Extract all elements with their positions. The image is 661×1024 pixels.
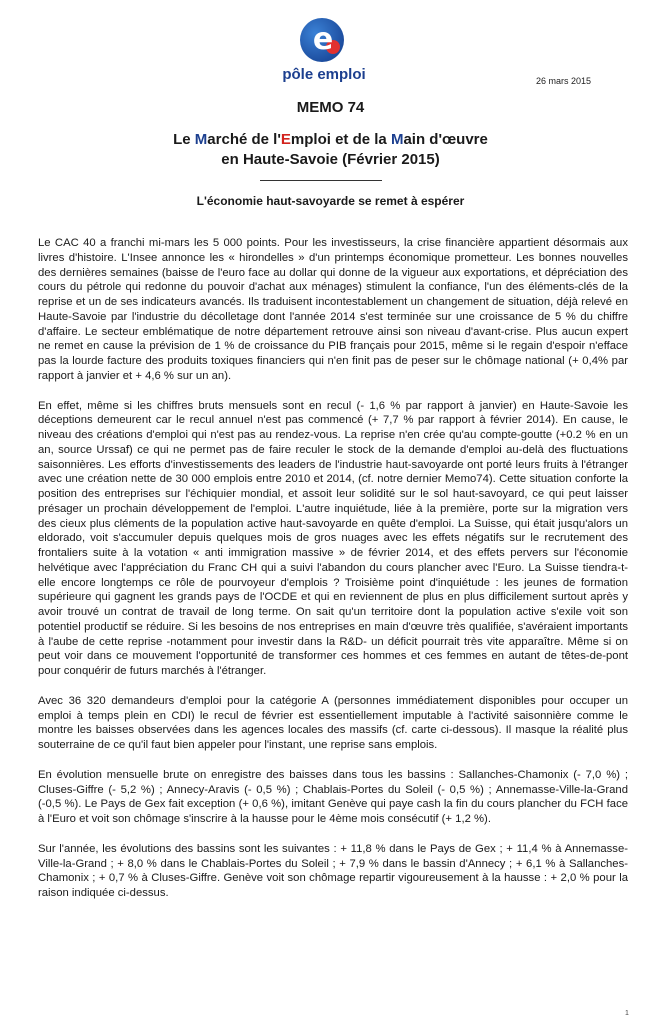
page-number: 1 — [625, 1010, 629, 1017]
paragraph: Le CAC 40 a franchi mi-mars les 5 000 points. Pour les investisseurs, la crise financière appartient désormais aux livres d'histoire. L'Insee annonce les « hirondelles » d'un printemps économique prometteur. Les bonnes nouvelles des dernières semaines (baisse de l'euro face au dollar qui donne de la vigueur aux exportations, et dépréciation des cours du pétrole qui redonne du pouvoir d'achat aux ménages) stimulent la confiance, l'un des éléments-clés de la reprise et un de ses indicateurs avancés. Ils traduisent incontestablement un changement de situation, déjà relevé en Haute-Savoie par l'industrie du décolletage dont l'année 2014 s'est terminée sur une croissance de 5 % du chiffre d'affaire. Le secteur emblématique de notre département retrouve ainsi son niveau d'avant-crise. Plus aucun expert ne remet en cause la prévision de 1 % de croissance du PIB français pour 2015, même si le regain d'espoir n'efface pas la lourde facture des produits toxiques financiers qui n'en finit pas de peser sur le chômage national (+ 0,4% par rapport à janvier et + 4,6 % sur un an). — [38, 237, 628, 382]
paragraph: Sur l'année, les évolutions des bassins sont les suivantes : + 11,8 % dans le Pays de Gex ; + 11,4 % à Annemasse-Ville-la-Grand ; + 8,0 % dans le Chablais-Portes du Soleil ; + 7,9 % dans le bassin d'Annecy ; + 6,1 % à Sallanches-Chamonix ; + 0,7 % à Cluses-Giffre. Genève voit son chômage repartir vigoureusement à la hausse : + 2,0 % pour la raison indiquée ci-dessus. — [38, 842, 628, 899]
title-line-1 — [0, 130, 661, 150]
pole-emploi-logo — [268, 18, 380, 88]
title-part: mploi et de la — [290, 131, 391, 148]
title-divider — [260, 180, 382, 181]
title-part: Le — [173, 131, 195, 148]
logo-letter: e — [312, 22, 334, 57]
title-letter-m: M — [390, 131, 404, 148]
title-part: ain d'œuvre — [403, 131, 488, 148]
article-body — [38, 236, 628, 916]
title-part: arché de l' — [207, 131, 281, 148]
title-line-2: en Haute-Savoie (Février 2015) — [221, 151, 440, 168]
document-subtitle: L'économie haut-savoyarde se remet à espérer — [196, 194, 465, 208]
memo-number: MEMO 74 — [296, 99, 365, 116]
title-letter-m: M — [194, 131, 208, 148]
logo-text: pôle emploi — [282, 66, 366, 83]
title-letter-e: E — [280, 131, 291, 148]
paragraph: Avec 36 320 demandeurs d'emploi pour la catégorie A (personnes immédiatement disponibles pour occuper un emploi à temps plein en CDI) le recul de février est essentiellement imputable à l'activité saisonnière comme le montre les baisses observées dans les agences locales des massifs (cf. carte ci-dessous). Il masque la réalité plus souterraine de ce qu'il faut bien appeler pour l'instant, une reprise sans emplois. — [38, 694, 628, 751]
document-date: 26 mars 2015 — [536, 76, 592, 86]
paragraph: En effet, même si les chiffres bruts mensuels sont en recul (- 1,6 % par rapport à janvier) en Haute-Savoie les déceptions demeurent car le recul annuel n'est pas commencé (+ 7,7 % par rapport à février 2014). En cause, le niveau des créations d'emploi qui n'est pas au rendez-vous. La reprise n'en crée qu'au compte-goutte (+0.2 % en un an, source Urssaf) ce qui ne permet pas de faire reculer le stock de la demande d'emploi au-delà des fluctuations saisonnières. Les efforts d'investissements des leaders de l'industrie haut-savoyarde ont porté leurs fruits à l'étranger avec une création nette de 30 000 emplois entre 2010 et 2014, (cf. notre dernier Memo74). Cette situation conforte la position des entreprises sur l'échiquier mondial, et assoit leur solidité sur le sol haut-savoyard, ce qui peut laisser présager un prochain développement de l'emploi. L'autre inquiétude, liée à la première, porte sur la migration vers des cieux plus cléments de la population active haut-savoyarde en quête d'emploi. La Suisse, qui était jusqu'alors un eldorado, voit s'accumuler depuis quelques mois de gros nuages avec les effets négatifs sur le recrutement des frontaliers suite à la votation « anti immigration massive » de février 2014, et des effets pervers sur l'économie helvétique avec l'appréciation du Franc CH qui a suivi l'abandon du cours plancher avec l'Euro. La Suisse tiendra-t-elle encore longtemps ce rôle de pourvoyeur d'emplois ? Troisième point d'inquiétude : les jeunes de formation supérieure qui gagnent les grands pays de l'OCDE et qui en reviennent de plus en plus difficilement surtout après y avoir trouvé un contrat de travail de long terme. On sait qu'un territoire dont la population active s'exile voit son potentiel productif se réduire. Si les besoins de nos entreprises en main d'œuvre très qualifiée, s'avéraient importants à l'aube de cette reprise -notamment pour investir dans la R&D- un déficit pourrait très vite apparaître. Même si on peut voir dans ce mouvement l'opportunité de transformer ces hommes et ces femmes en autant de têtes-de-pont pour conquérir de futurs marchés à l'étranger. — [38, 399, 628, 677]
document-title — [0, 130, 661, 170]
paragraph: En évolution mensuelle brute on enregistre des baisses dans tous les bassins : Sallanches-Chamonix (- 7,0 %) ; Cluses-Giffre (- 5,2 %) ; Annecy-Aravis (- 0,5 %) ; Chablais-Portes du Soleil (- 0,5 %) ; Annemasse-Ville-la-Grand (-0,5 %). Le Pays de Gex fait exception (+ 0,6 %), imitant Genève qui paye cash la fin du cours plancher du FCH face à l'Euro et voit son chômage s'inscrire à la hausse pour le 4ème mois consécutif (+ 1,2 %). — [38, 768, 628, 825]
